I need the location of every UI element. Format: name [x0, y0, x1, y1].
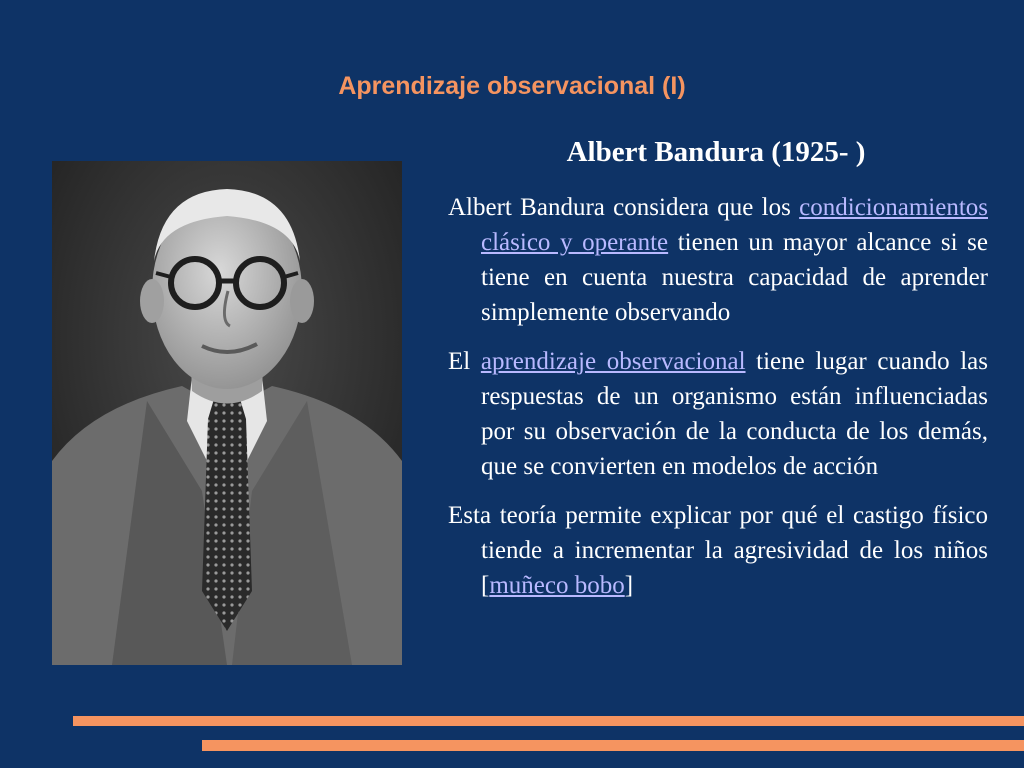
paragraph — [448, 344, 988, 484]
slide-content — [448, 190, 988, 617]
link-aprendizaje-observacional[interactable]: aprendizaje observacional — [480, 348, 746, 375]
paragraph-text: tiene lugar cuando las respuestas de un organismo están influenciadas por su observación de la conducta de los demás, que se convierten en modelos de acción — [481, 348, 988, 480]
decorative-bar-top — [73, 716, 1024, 726]
paragraph-text: El — [448, 348, 481, 375]
portrait-photo — [52, 161, 402, 665]
decorative-bar-bottom — [202, 740, 1024, 751]
paragraph — [448, 190, 988, 330]
slide-title: Aprendizaje observacional (I) — [338, 72, 686, 100]
link-muneco-bobo[interactable]: muñeco bobo — [489, 572, 625, 599]
paragraph-text: ] — [624, 572, 634, 599]
link-condicionamientos[interactable]: condicionamientos clásico y operante — [481, 194, 988, 256]
paragraph-text: Albert Bandura considera que los — [448, 194, 800, 221]
paragraph — [448, 498, 988, 603]
slide-subtitle: Albert Bandura (1925- ) — [566, 136, 866, 168]
paragraph-text: tienen un mayor alcance si se tiene en cuenta nuestra capacidad de aprender simplemente observando — [481, 229, 988, 326]
paragraph-text: Esta teoría permite explicar por qué el castigo físico tiende a incrementar la agresividad de los niños [ — [448, 502, 988, 599]
